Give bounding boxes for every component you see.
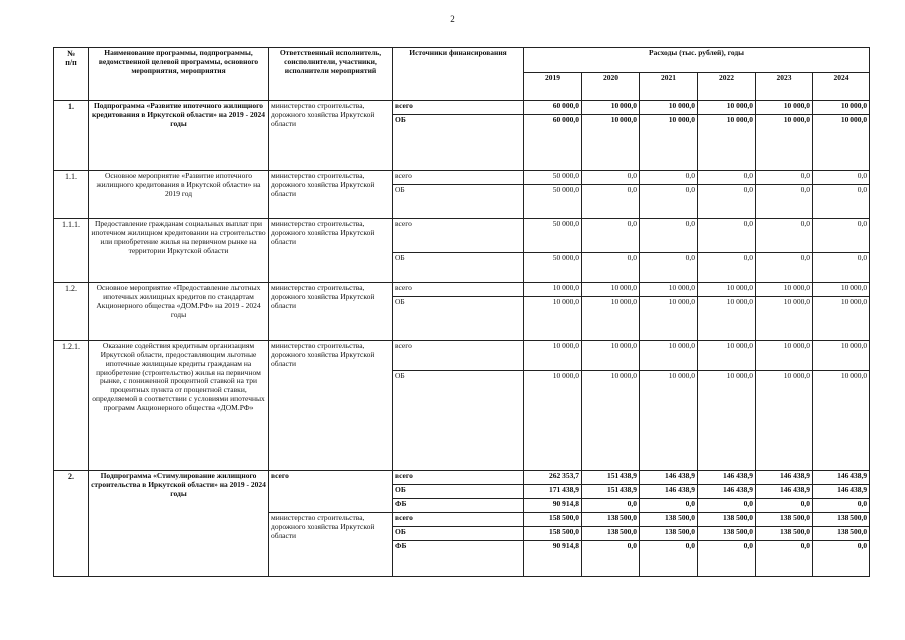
expense-value: 138 500,0 [813,513,870,527]
expense-value: 158 500,0 [524,513,582,527]
expense-value: 10 000,0 [756,341,813,371]
row-number: 2. [54,471,89,577]
expense-value: 138 500,0 [813,527,870,541]
expense-value: 138 500,0 [698,527,756,541]
row-responsible: министерство строительства, дорожного хозяйства Иркутской области [269,513,393,577]
expense-value: 146 438,9 [640,485,698,499]
table-row [54,283,870,297]
expense-value: 0,0 [813,185,870,219]
expense-value: 10 000,0 [640,371,698,471]
row-number: 1.1.1. [54,219,89,283]
expense-value: 0,0 [582,185,640,219]
expense-value: 0,0 [813,171,870,185]
expense-value: 171 438,9 [524,485,582,499]
expense-value: 138 500,0 [582,527,640,541]
row-name: Оказание содействия кредитным организациям Иркутской области, предоставляющим льготные ипотечные жилищные кредиты гражданам на приобретение (строительство) жилья на первичном рынке, с пониженной процентной ставкой на три процентных пункта от процентной ставки, определяемой в соответствии с условиями ипотечных программ Акционерного общества «ДОМ.РФ» [89,341,269,471]
year-header: 2021 [640,73,698,101]
expense-value: 0,0 [813,541,870,577]
expense-value: 50 000,0 [524,185,582,219]
year-header: 2024 [813,73,870,101]
funding-source: ФБ [393,499,524,513]
expense-value: 10 000,0 [756,297,813,341]
funding-source: всего [393,101,524,115]
header-num: № п/п [54,48,89,101]
year-header: 2023 [756,73,813,101]
expense-value: 158 500,0 [524,527,582,541]
expense-value: 10 000,0 [582,371,640,471]
page-number: 2 [450,14,455,24]
row-name: Основное мероприятие «Предоставление льготных ипотечных жилищных кредитов по стандартам Акционерного общества «ДОМ.РФ» на 2019 - 2024 годы [89,283,269,341]
expense-value: 0,0 [640,171,698,185]
expense-value: 10 000,0 [698,371,756,471]
expenses-table [53,47,870,577]
expense-value: 0,0 [756,499,813,513]
expense-value: 10 000,0 [756,115,813,171]
expense-value: 151 438,9 [582,485,640,499]
expense-value: 50 000,0 [524,219,582,253]
expense-value: 0,0 [756,219,813,253]
expense-value: 0,0 [640,541,698,577]
expense-value: 0,0 [640,253,698,283]
expense-value: 0,0 [813,499,870,513]
row-name: Подпрограмма «Стимулирование жилищного строительства в Иркутской области» на 2019 - 2024 годы [89,471,269,577]
row-name: Подпрограмма «Развитие ипотечного жилищного кредитования в Иркутской области» на 2019 - 2024 годы [89,101,269,171]
funding-source: всего [393,171,524,185]
expense-value: 10 000,0 [524,297,582,341]
expense-value: 0,0 [582,253,640,283]
expense-value: 0,0 [582,499,640,513]
expense-value: 0,0 [640,219,698,253]
expense-value: 10 000,0 [524,371,582,471]
expense-value: 10 000,0 [813,101,870,115]
expense-value: 0,0 [756,541,813,577]
expense-value: 10 000,0 [813,283,870,297]
expense-value: 138 500,0 [640,527,698,541]
row-number: 1. [54,101,89,171]
expense-value: 146 438,9 [756,485,813,499]
funding-source: всего [393,471,524,485]
funding-source: всего [393,341,524,371]
expense-value: 10 000,0 [756,371,813,471]
funding-source: ОБ [393,527,524,541]
expense-value: 90 914,8 [524,499,582,513]
expense-value: 0,0 [756,185,813,219]
header-name: Наименование программы, подпрограммы, ведомственной целевой программы, основного мероприятия, мероприятия [89,48,269,101]
expense-value: 10 000,0 [640,341,698,371]
funding-source: всего [393,513,524,527]
table-body [54,101,870,577]
expense-value: 60 000,0 [524,115,582,171]
expense-value: 50 000,0 [524,253,582,283]
expense-value: 146 438,9 [813,485,870,499]
funding-source: всего [393,219,524,253]
expense-value: 10 000,0 [756,101,813,115]
expense-value: 138 500,0 [640,513,698,527]
row-name: Предоставление гражданам социальных выплат при ипотечном жилищном кредитовании на строительство или приобретение жилья на первичном рынке на территории Иркутской области [89,219,269,283]
expense-value: 10 000,0 [813,341,870,371]
header-source: Источники финансирования [393,48,524,101]
funding-source: всего [393,283,524,297]
expense-value: 10 000,0 [640,297,698,341]
table-row [54,101,870,115]
expense-value: 10 000,0 [813,297,870,341]
expense-value: 146 438,9 [756,471,813,485]
header-responsible: Ответственный исполнитель, соисполнители, участники, исполнители мероприятий [269,48,393,101]
expense-value: 262 353,7 [524,471,582,485]
row-number: 1.2. [54,283,89,341]
expense-value: 10 000,0 [582,283,640,297]
table-row [54,171,870,185]
year-header: 2019 [524,73,582,101]
funding-source: ОБ [393,115,524,171]
expense-value: 146 438,9 [640,471,698,485]
expense-value: 138 500,0 [698,513,756,527]
table-row [54,219,870,253]
expense-value: 0,0 [640,185,698,219]
expense-value: 10 000,0 [698,341,756,371]
expense-value: 10 000,0 [582,101,640,115]
expense-value: 0,0 [698,185,756,219]
expense-value: 0,0 [698,219,756,253]
row-name: Основное мероприятие «Развитие ипотечного жилищного кредитования в Иркутской области» на 2019 год [89,171,269,219]
expense-value: 10 000,0 [813,371,870,471]
row-responsible: министерство строительства, дорожного хозяйства Иркутской области [269,171,393,219]
expense-value: 0,0 [813,219,870,253]
expense-value: 10 000,0 [582,341,640,371]
expense-value: 10 000,0 [582,297,640,341]
expense-value: 10 000,0 [756,283,813,297]
expense-value: 90 914,8 [524,541,582,577]
row-responsible: министерство строительства, дорожного хозяйства Иркутской области [269,101,393,171]
expense-value: 0,0 [640,499,698,513]
expense-value: 146 438,9 [698,485,756,499]
header-expenses: Расходы (тыс. рублей), годы [524,48,870,73]
expense-value: 10 000,0 [813,115,870,171]
row-responsible: министерство строительства, дорожного хозяйства Иркутской области [269,219,393,283]
row-responsible: всего [269,471,393,513]
year-header: 2022 [698,73,756,101]
expense-value: 10 000,0 [524,283,582,297]
expense-value: 146 438,9 [698,471,756,485]
expense-value: 0,0 [813,253,870,283]
expense-value: 10 000,0 [698,297,756,341]
row-number: 1.1. [54,171,89,219]
funding-source: ОБ [393,297,524,341]
expense-value: 60 000,0 [524,101,582,115]
expense-value: 10 000,0 [698,101,756,115]
expense-value: 0,0 [698,541,756,577]
expense-value: 151 438,9 [582,471,640,485]
expense-value: 10 000,0 [640,101,698,115]
expense-value: 0,0 [582,219,640,253]
funding-source: ОБ [393,253,524,283]
expense-value: 10 000,0 [524,341,582,371]
expense-value: 0,0 [756,253,813,283]
expense-value: 138 500,0 [756,527,813,541]
expense-value: 0,0 [698,171,756,185]
expense-value: 0,0 [582,171,640,185]
year-header: 2020 [582,73,640,101]
expense-value: 10 000,0 [582,115,640,171]
expense-value: 138 500,0 [582,513,640,527]
table-header [54,48,870,101]
row-responsible: министерство строительства, дорожного хозяйства Иркутской области [269,341,393,471]
table-row [54,341,870,371]
expense-value: 10 000,0 [640,283,698,297]
table-row [54,471,870,485]
funding-source: ОБ [393,185,524,219]
expense-value: 10 000,0 [698,115,756,171]
expense-value: 0,0 [756,171,813,185]
row-number: 1.2.1. [54,341,89,471]
expense-value: 146 438,9 [813,471,870,485]
expense-value: 10 000,0 [640,115,698,171]
funding-source: ОБ [393,485,524,499]
expense-value: 0,0 [698,253,756,283]
expense-value: 138 500,0 [756,513,813,527]
expense-value: 0,0 [582,541,640,577]
expense-value: 50 000,0 [524,171,582,185]
expense-value: 10 000,0 [698,283,756,297]
funding-source: ФБ [393,541,524,577]
expense-value: 0,0 [698,499,756,513]
row-responsible: министерство строительства, дорожного хозяйства Иркутской области [269,283,393,341]
funding-source: ОБ [393,371,524,471]
